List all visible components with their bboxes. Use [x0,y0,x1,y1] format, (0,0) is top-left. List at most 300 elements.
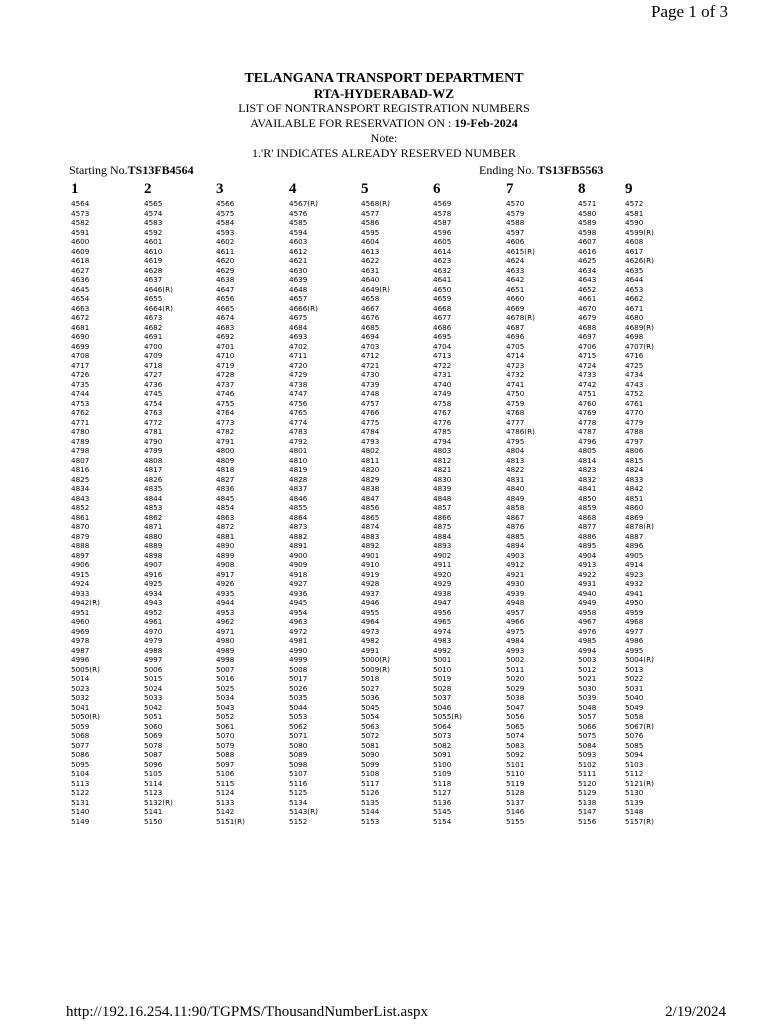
registration-number-cell: 4709 [144,351,163,360]
registration-number-cell: 5040 [625,693,644,702]
registration-number-cell: 5056 [506,712,525,721]
registration-number-cell: 4604 [361,237,380,246]
registration-number-cell: 4982 [361,636,380,645]
registration-number-cell: 4702 [289,341,308,351]
registration-number-cell: 4633 [506,265,525,275]
registration-number-cell: 5095 [71,759,90,769]
registration-number-cell: 4872 [216,522,235,531]
registration-number-cell: 4683 [216,322,235,332]
registration-number-cell: 4842 [625,484,644,493]
registration-number-cell: 4930 [506,579,525,588]
registration-number-cell: 4579 [506,208,525,218]
table-row [0,541,768,551]
registration-number-cell: 4763 [144,408,163,417]
registration-number-cell: 4741 [506,379,525,389]
registration-number-cell: 4876 [506,522,525,531]
registration-number-cell: 5114 [144,778,163,788]
registration-number-cell: 4999 [289,655,308,664]
registration-number-cell: 5096 [144,759,163,769]
registration-number-cell: 4571 [578,199,597,208]
registration-number-cell: 4963 [289,617,308,626]
registration-number-cell: 5137 [506,797,525,807]
registration-number-cell: 4752 [625,389,644,398]
registration-number-cell: 5059 [71,721,90,731]
registration-number-cell: 5102 [578,759,597,769]
registration-number-cell: 4732 [506,370,525,379]
registration-number-cell: 5117 [361,778,380,788]
registration-number-cell: 5051 [144,712,163,721]
registration-number-cell: 4760 [578,398,597,408]
registration-number-cell: 4696 [506,332,525,341]
registration-number-cell: 4847 [361,493,380,503]
registration-number-cell: 5121(R) [625,778,654,788]
office-subtitle: RTA-HYDERABAD-WZ [313,86,455,101]
registration-number-cell: 4960 [71,617,90,626]
registration-number-cell: 5034 [216,693,235,702]
document-header [0,71,768,161]
registration-number-cell: 4927 [289,579,308,588]
registration-number-cell: 4925 [144,579,163,588]
registration-number-cell: 4712 [361,351,380,360]
registration-number-cell: 5002 [506,655,525,664]
registration-number-cell: 4564 [71,199,90,208]
registration-number-cell: 4590 [625,218,644,227]
registration-number-cell: 5127 [433,788,452,797]
registration-number-cell: 5062 [289,721,308,731]
registration-number-cell: 4795 [506,436,525,446]
ending-label: Ending No. [479,163,535,177]
column-header: 9 [625,181,633,197]
registration-number-cell: 4869 [625,512,644,522]
registration-number-cell: 5144 [361,807,380,816]
registration-number-cell: 4997 [144,655,163,664]
registration-number-cell: 5093 [578,750,597,759]
registration-number-cell: 4652 [578,284,597,294]
registration-number-cell: 4825 [71,474,90,484]
registration-number-cell: 5107 [289,769,308,778]
registration-number-cell: 4885 [506,531,525,541]
registration-number-cell: 4648 [289,284,308,294]
registration-number-cell: 4734 [625,370,644,379]
table-row [0,722,768,732]
registration-number-cell: 5039 [578,693,597,702]
registration-number-cell: 4751 [578,389,597,398]
registration-number-cell: 4596 [433,227,452,237]
registration-number-cell: 4950 [625,598,644,607]
registration-number-cell: 5068 [71,731,90,740]
registration-number-cell: 4888 [71,541,90,550]
registration-number-cell: 4750 [506,389,525,398]
registration-number-cell: 4621 [289,256,308,265]
table-row [0,323,768,333]
registration-number-cell: 5098 [289,759,308,769]
starting-number [69,163,194,178]
registration-number-cell: 5053 [289,712,308,721]
registration-number-cell: 5076 [625,731,644,740]
registration-number-cell: 4829 [361,474,380,484]
registration-number-cell: 4729 [289,370,308,379]
registration-number-cell: 5126 [361,788,380,797]
registration-number-cell: 5110 [506,769,525,778]
registration-number-cell: 4984 [506,636,525,645]
registration-number-cell: 4771 [71,417,90,427]
registration-number-cell: 4820 [361,465,380,474]
registration-number-cell: 4932 [625,579,644,588]
registration-number-cell: 4573 [71,208,90,218]
registration-number-cell: 5061 [216,721,235,731]
registration-number-cell: 4891 [289,541,308,550]
table-row [0,579,768,589]
registration-number-cell: 4765 [289,408,308,417]
registration-number-cell: 4854 [216,503,235,512]
registration-number-cell: 4779 [625,417,644,427]
registration-number-cell: 4901 [361,550,380,560]
column-header: 2 [144,181,152,197]
registration-number-cell: 4764 [216,408,235,417]
registration-number-cell: 4584 [216,218,235,227]
registration-number-cell: 4624 [506,256,525,265]
registration-number-cell: 5100 [433,759,452,769]
registration-number-cell: 4974 [433,626,452,636]
registration-number-cell: 4629 [216,265,235,275]
registration-number-cell: 4595 [361,227,380,237]
registration-number-cell: 4821 [433,465,452,474]
registration-number-cell: 4688 [578,322,597,332]
registration-number-cell: 5151(R) [216,816,245,826]
table-row [0,788,768,798]
registration-number-cell: 4961 [144,617,163,626]
registration-number-cell: 4774 [289,417,308,427]
table-row [0,332,768,342]
registration-number-cell: 4641 [433,275,452,284]
registration-number-cell: 5057 [578,712,597,721]
registration-number-cell: 4606 [506,237,525,246]
registration-number-cell: 5020 [506,674,525,683]
registration-number-cell: 5070 [216,731,235,740]
registration-number-cell: 4744 [71,389,90,398]
registration-number-cell: 5089 [289,750,308,759]
registration-number-cell: 4839 [433,484,452,493]
registration-number-cell: 4623 [433,256,452,265]
registration-number-cell: 4698 [625,332,644,341]
registration-number-cell: 5054 [361,712,380,721]
registration-number-cell: 4993 [506,645,525,655]
registration-number-cell: 5090 [361,750,380,759]
table-row [0,494,768,504]
registration-number-cell: 4775 [361,417,380,427]
table-row [0,275,768,285]
registration-number-cell: 4582 [71,218,90,227]
registration-number-cell: 4794 [433,436,452,446]
registration-number-cell: 5071 [289,731,308,740]
registration-number-cell: 4942(R) [71,598,100,607]
registration-number-cell: 4909 [289,560,308,569]
registration-number-cell: 5052 [216,712,235,721]
registration-number-cell: 4758 [433,398,452,408]
starting-value: TS13FB4564 [127,163,194,177]
registration-number-cell: 5023 [71,683,90,693]
registration-number-cell: 4797 [625,436,644,446]
registration-number-cell: 4661 [578,294,597,303]
table-row [0,750,768,760]
registration-number-cell: 4970 [144,626,163,636]
registration-number-cell: 4570 [506,199,525,208]
registration-number-cell: 5069 [144,731,163,740]
registration-number-cell: 4863 [216,512,235,522]
registration-number-cell: 4597 [506,227,525,237]
registration-number-cell: 5004(R) [625,655,654,664]
registration-number-cell: 4753 [71,398,90,408]
table-row [0,693,768,703]
registration-number-cell: 4689(R) [625,322,654,332]
registration-number-cell: 4630 [289,265,308,275]
table-row [0,361,768,371]
registration-number-cell: 5125 [289,788,308,797]
registration-number-cell: 4572 [625,199,644,208]
registration-number-cell: 4965 [433,617,452,626]
registration-number-cell: 5128 [506,788,525,797]
registration-number-cell: 5131 [71,797,90,807]
registration-number-cell: 4916 [144,569,163,579]
registration-number-cell: 4685 [361,322,380,332]
registration-number-cell: 4653 [625,284,644,294]
registration-number-cell: 4575 [216,208,235,218]
registration-number-cell: 5063 [361,721,380,731]
registration-number-cell: 4908 [216,560,235,569]
registration-number-cell: 4686 [433,322,452,332]
registration-number-cell: 5118 [433,778,452,788]
registration-number-cell: 4668 [433,303,452,313]
registration-number-cell: 4631 [361,265,380,275]
registration-number-cell: 4926 [216,579,235,588]
registration-number-cell: 5082 [433,740,452,750]
registration-number-cell: 4608 [625,237,644,246]
registration-number-cell: 4680 [625,313,644,322]
registration-number-cell: 4811 [361,455,380,465]
registration-number-cell: 5115 [216,778,235,788]
registration-number-cell: 4778 [578,417,597,427]
registration-number-cell: 5140 [71,807,90,816]
table-row [0,247,768,257]
registration-number-cell: 4610 [144,246,163,256]
registration-number-cell: 4628 [144,265,163,275]
registration-number-cell: 4699 [71,341,90,351]
registration-number-cell: 4954 [289,607,308,617]
registration-number-cell: 4853 [144,503,163,512]
registration-number-cell: 4920 [433,569,452,579]
registration-number-cell: 5106 [216,769,235,778]
registration-number-cell: 4707(R) [625,341,654,351]
registration-number-cell: 4933 [71,588,90,598]
registration-number-cell: 4964 [361,617,380,626]
registration-number-cell: 4996 [71,655,90,664]
registration-number-cell: 5018 [361,674,380,683]
registration-number-cell: 4745 [144,389,163,398]
note-text: 1.'R' INDICATES ALREADY RESERVED NUMBER [252,146,516,160]
registration-number-cell: 4599(R) [625,227,654,237]
registration-number-cell: 5016 [216,674,235,683]
registration-number-cell: 4896 [625,541,644,550]
registration-number-cell: 4826 [144,474,163,484]
registration-number-cell: 4892 [361,541,380,550]
registration-number-cell: 4936 [289,588,308,598]
registration-number-cell: 4592 [144,227,163,237]
registration-number-cell: 4651 [506,284,525,294]
registration-number-cell: 4874 [361,522,380,531]
registration-number-cell: 4846 [289,493,308,503]
registration-number-cell: 4851 [625,493,644,503]
registration-number-cell: 4900 [289,550,308,560]
number-table [0,199,768,826]
registration-number-cell: 5101 [506,759,525,769]
registration-number-cell: 4859 [578,503,597,512]
registration-number-cell: 4671 [625,303,644,313]
registration-number-cell: 4607 [578,237,597,246]
registration-number-cell: 4934 [144,588,163,598]
table-row [0,817,768,827]
registration-number-cell: 5080 [289,740,308,750]
registration-number-cell: 5086 [71,750,90,759]
registration-number-cell: 5064 [433,721,452,731]
table-row [0,418,768,428]
registration-number-cell: 5092 [506,750,525,759]
footer-url: http://192.16.254.11:90/TGPMS/ThousandNumberList.aspx [66,1004,428,1020]
registration-number-cell: 4706 [578,341,597,351]
registration-number-cell: 4682 [144,322,163,332]
registration-number-cell: 5132(R) [144,797,173,807]
registration-number-cell: 4650 [433,284,452,294]
registration-number-cell: 5021 [578,674,597,683]
registration-number-cell: 4952 [144,607,163,617]
registration-number-cell: 5146 [506,807,525,816]
registration-number-cell: 4577 [361,208,380,218]
registration-number-cell: 4833 [625,474,644,484]
registration-number-cell: 5005(R) [71,664,100,674]
registration-number-cell: 5148 [625,807,644,816]
registration-number-cell: 4882 [289,531,308,541]
registration-number-cell: 4730 [361,370,380,379]
ending-value: TS13FB5563 [537,163,604,177]
registration-number-cell: 4625 [578,256,597,265]
table-row [0,589,768,599]
column-header: 1 [71,181,79,197]
registration-number-cell: 4802 [361,446,380,455]
registration-number-cell: 4587 [433,218,452,227]
registration-number-cell: 4807 [71,455,90,465]
registration-number-cell: 4838 [361,484,380,493]
registration-number-cell: 4591 [71,227,90,237]
registration-number-cell: 4602 [216,237,235,246]
registration-number-cell: 5116 [289,778,308,788]
registration-number-cell: 4770 [625,408,644,417]
registration-number-cell: 4868 [578,512,597,522]
registration-number-cell: 4666(R) [289,303,318,313]
registration-number-cell: 4603 [289,237,308,246]
registration-number-cell: 5060 [144,721,163,731]
registration-number-cell: 4789 [71,436,90,446]
registration-number-cell: 4679 [578,313,597,322]
registration-number-cell: 5084 [578,740,597,750]
registration-number-cell: 5027 [361,683,380,693]
registration-number-cell: 5072 [361,731,380,740]
ending-number [479,163,603,178]
registration-number-cell: 5019 [433,674,452,683]
registration-number-cell: 4697 [578,332,597,341]
table-row [0,760,768,770]
registration-number-cell: 5009(R) [361,664,390,674]
registration-number-cell: 4962 [216,617,235,626]
registration-number-cell: 5156 [578,816,597,826]
registration-number-cell: 4991 [361,645,380,655]
registration-number-cell: 5153 [361,816,380,826]
registration-number-cell: 4879 [71,531,90,541]
table-row [0,446,768,456]
registration-number-cell: 4747 [289,389,308,398]
registration-number-cell: 4731 [433,370,452,379]
registration-number-cell: 5129 [578,788,597,797]
registration-number-cell: 4810 [289,455,308,465]
registration-number-cell: 4924 [71,579,90,588]
registration-number-cell: 4907 [144,560,163,569]
registration-number-cell: 5022 [625,674,644,683]
registration-number-cell: 4581 [625,208,644,218]
table-row [0,608,768,618]
registration-number-cell: 4844 [144,493,163,503]
registration-number-cell: 4780 [71,427,90,436]
registration-number-cell: 4858 [506,503,525,512]
registration-number-cell: 5043 [216,702,235,712]
registration-number-cell: 4674 [216,313,235,322]
registration-number-cell: 4985 [578,636,597,645]
registration-number-cell: 4692 [216,332,235,341]
registration-number-cell: 4622 [361,256,380,265]
registration-number-cell: 4881 [216,531,235,541]
note-label: Note: [370,131,398,145]
registration-number-cell: 5045 [361,702,380,712]
registration-number-cell: 4971 [216,626,235,636]
registration-number-cell: 4713 [433,351,452,360]
registration-number-cell: 4983 [433,636,452,645]
registration-number-cell: 4639 [289,275,308,284]
registration-number-cell: 4684 [289,322,308,332]
registration-number-cell: 4704 [433,341,452,351]
registration-number-cell: 4798 [71,446,90,455]
registration-number-cell: 4947 [433,598,452,607]
table-row [0,560,768,570]
registration-number-cell: 4995 [625,645,644,655]
column-header: 8 [578,181,586,197]
registration-number-cell: 5011 [506,664,525,674]
table-row [0,627,768,637]
table-row [0,209,768,219]
registration-number-cell: 5048 [578,702,597,712]
registration-number-cell: 4870 [71,522,90,531]
registration-number-cell: 5099 [361,759,380,769]
footer-date: 2/19/2024 [665,1004,726,1020]
registration-number-cell: 4711 [289,351,308,360]
table-row [0,513,768,523]
registration-number-cell: 4902 [433,550,452,560]
registration-number-cell: 4969 [71,626,90,636]
registration-number-cell: 4617 [625,246,644,256]
registration-number-cell: 4814 [578,455,597,465]
registration-number-cell: 5065 [506,721,525,731]
column-header: 3 [216,181,224,197]
availability-date: 19-Feb-2024 [454,116,518,130]
table-row [0,285,768,295]
registration-number-cell: 4972 [289,626,308,636]
registration-number-cell: 4828 [289,474,308,484]
